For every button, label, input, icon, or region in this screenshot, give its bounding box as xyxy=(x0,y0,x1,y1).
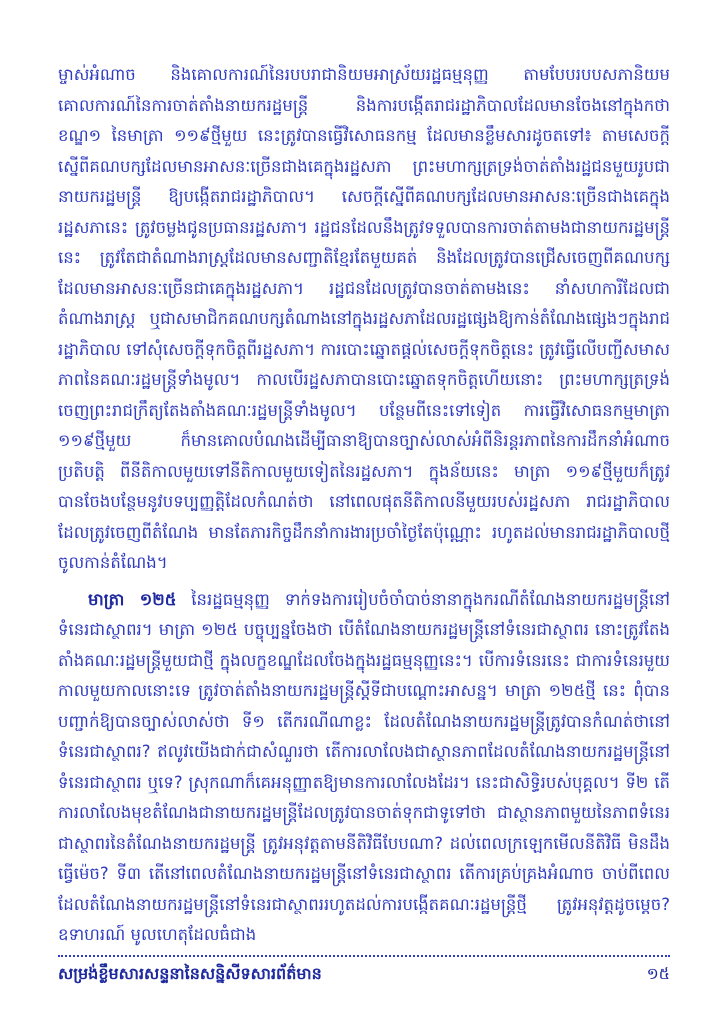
paragraph-2-text: នៃរដ្ឋធម្មនុញ្ញ ទាក់ទងការរៀបចំចាំបាច់នានាក្នុងករណីតំណែងនាយករដ្ឋមន្ត្រីនៅទំនេរជាស្ថាពរ។ មាត្រា ១២៥ បច្ចុប្បន្នចែងថា បើតំណែងនាយករដ្ឋមន្ត្រីនៅទំនេរជាស្ថាពរ នោះត្រូវតែងតាំងគណៈរដ្ឋមន្ត្រីមួយជាថ្មី ក្នុងលក្ខខណ្ឌដែលចែងក្នុងរដ្ឋធម្មនុញ្ញនេះ។ បើការទំនេរនេះ ជាការទំនេរមួយកាលមួយកាលនោះទេ ត្រូវចាត់តាំងនាយករដ្ឋមន្ត្រីស្តីទីជាបណ្តោះអាសន្ន។ មាត្រា ១២៥ថ្មី នេះ ពុំបានបញ្ជាក់ឱ្យបានច្បាស់លាស់ថា ទី១ តើករណីណាខ្លះ ដែលតំណែងនាយករដ្ឋមន្ត្រីត្រូវបានកំណត់ថានៅទំនេរជាស្ថាពរ? ឥលូវយើងជាក់ជាសំណួរថា តើការលាលែងជាស្ថានភាពដែលតំណែងនាយករដ្ឋមន្ត្រីនៅទំនេរជាស្ថាពរ ឬទេ? ស្រុកណាក៏គេអនុញ្ញាតឱ្យមានការលាលែងដែរ។ នេះជាសិទ្ធិរបស់បុគ្គល។ ទី២ តើការលាលែងមុខតំណែងជានាយករដ្ឋមន្ត្រីដែលត្រូវបានចាត់ទុកជាទូទៅថា ជាស្ថានភាពមួយនៃភាពទំនេរជាស្ថាពរនៃតំណែងនាយករដ្ឋមន្ត្រី ត្រូវអនុវត្តតាមនីតិវិធីបែបណា? ដល់ពេលក្រឡេកមើលនីតិវិធី មិនដឹងធ្វើម៉េច? ទី៣ តើនៅពេលតំណែងនាយករដ្ឋមន្ត្រីនៅទំនេរជាស្ថាពរ តើការគ្រប់គ្រងអំណាច ចាប់ពីពេលដែលតំណែងនាយករដ្ឋមន្ត្រីនៅទំនេរជាស្ថាពររហូតដល់ការបង្កើតគណៈរដ្ឋមន្ត្រីថ្មី ត្រូវអនុវត្តដូចម្តេច? ឧទាហរណ៍ មូលហេតុដែលធំជាង xyxy=(58,589,670,944)
footer-divider xyxy=(58,955,670,957)
paragraph-2 xyxy=(58,585,670,951)
paragraph-1: ម្ចាស់អំណាច និងគោលការណ៍នៃរបបរាជានិយមអាស្រ័យរដ្ឋធម្មនុញ្ញ តាមបែបរបបសភានិយម គោលការណ៍នៃការចាត់តាំងនាយករដ្ឋមន្ត្រី និងការបង្កើតរាជរដ្ឋាភិបាលដែលមានចែងនៅក្នុងកថាខណ្ឌ១ នៃមាត្រា ១១៩ថ្មីមួយ នេះត្រូវបានធ្វើវិសោធនកម្ម ដែលមានខ្លឹមសារដូចតទៅ៖ តាមសេចក្តីស្នើពីគណបក្សដែលមានអាសនៈច្រើនជាងគេក្នុងរដ្ឋសភា ព្រះមហាក្សត្រទ្រង់ចាត់តាំងរដ្ឋជនមួយរូបជានាយករដ្ឋមន្ត្រី ឱ្យបង្កើតរាជរដ្ឋាភិបាល។ សេចក្តីស្នើពីគណបក្សដែលមានអាសនៈច្រើនជាងគេក្នុងរដ្ឋសភានេះ ត្រូវចម្លងជូនប្រធានរដ្ឋសភា។ រដ្ឋជនដែលនឹងត្រូវទទួលបានការចាត់តាមងជានាយករដ្ឋមន្ត្រីនេះ ត្រូវតែជាតំណាងរាស្ត្រដែលមានសញ្ជាតិខ្មែរតែមួយគត់ និងដែលត្រូវបានជ្រើសចេញពីគណបក្សដែលមានអាសនៈច្រើនជាគេក្នុងរដ្ឋសភា។ រដ្ឋជនដែលត្រូវបានចាត់តាមងនេះ នាំសហការីដែលជាតំណាងរាស្ត្រ ឬជាសមាជិកគណបក្សតំណាងនៅក្នុងរដ្ឋសភាដែលរដ្ឋផ្សេងឱ្យកាន់តំណែងផ្សេងៗក្នុងរាជរដ្ឋាភិបាល ទៅសុំសេចក្តីទុកចិត្តពីរដ្ឋសភា។ ការបោះឆ្នោតផ្តល់សេចក្តីទុកចិត្តនេះ ត្រូវធ្វើលើបញ្ជីសមាសភាពនៃគណៈរដ្ឋមន្ត្រីទាំងមូល។ កាលបើរដ្ឋសភាបានបោះឆ្នោតទុកចិត្តហើយនោះ ព្រះមហាក្សត្រទ្រង់ចេញព្រះរាជក្រឹត្យតែងតាំងគណៈរដ្ឋមន្ត្រីទាំងមូល។ បន្ថែមពីនេះទៅទៀត ការធ្វើវិសោធនកម្មមាត្រា ១១៩ថ្មីមួយ ក៏មានគោលបំណងដើម្បីធានាឱ្យបានច្បាស់លាស់អំពីនិរន្តរភាពនៃការដឹកនាំអំណាចប្រតិបត្តិ ពីនីតិកាលមួយទៅនីតិកាលមួយទៀតនៃរដ្ឋសភា។ ក្នុងន័យនេះ មាត្រា ១១៩ថ្មីមួយក៏ត្រូវបានចែងបន្ថែមនូវបទប្បញ្ញត្តិដែលកំណត់ថា នៅពេលផុតនីតិកាលនីមួយរបស់រដ្ឋសភា រាជរដ្ឋាភិបាលដែលត្រូវចេញពីតំណែង មានតែភារកិច្ចដឹកនាំការងារប្រចាំថ្ងៃតែប៉ុណ្ណោះ រហូតដល់មានរាជរដ្ឋាភិបាលថ្មីចូលកាន់តំណែង។ xyxy=(58,65,670,572)
page-number: ១៥ xyxy=(646,964,670,983)
document-body xyxy=(58,60,670,951)
article-125-heading: មាត្រា ១២៥ xyxy=(88,589,177,609)
footer-title: សម្រង់ខ្លឹមសារសន្ទនានៃសន្និសីទសារព័ត៌មាន xyxy=(58,964,322,983)
